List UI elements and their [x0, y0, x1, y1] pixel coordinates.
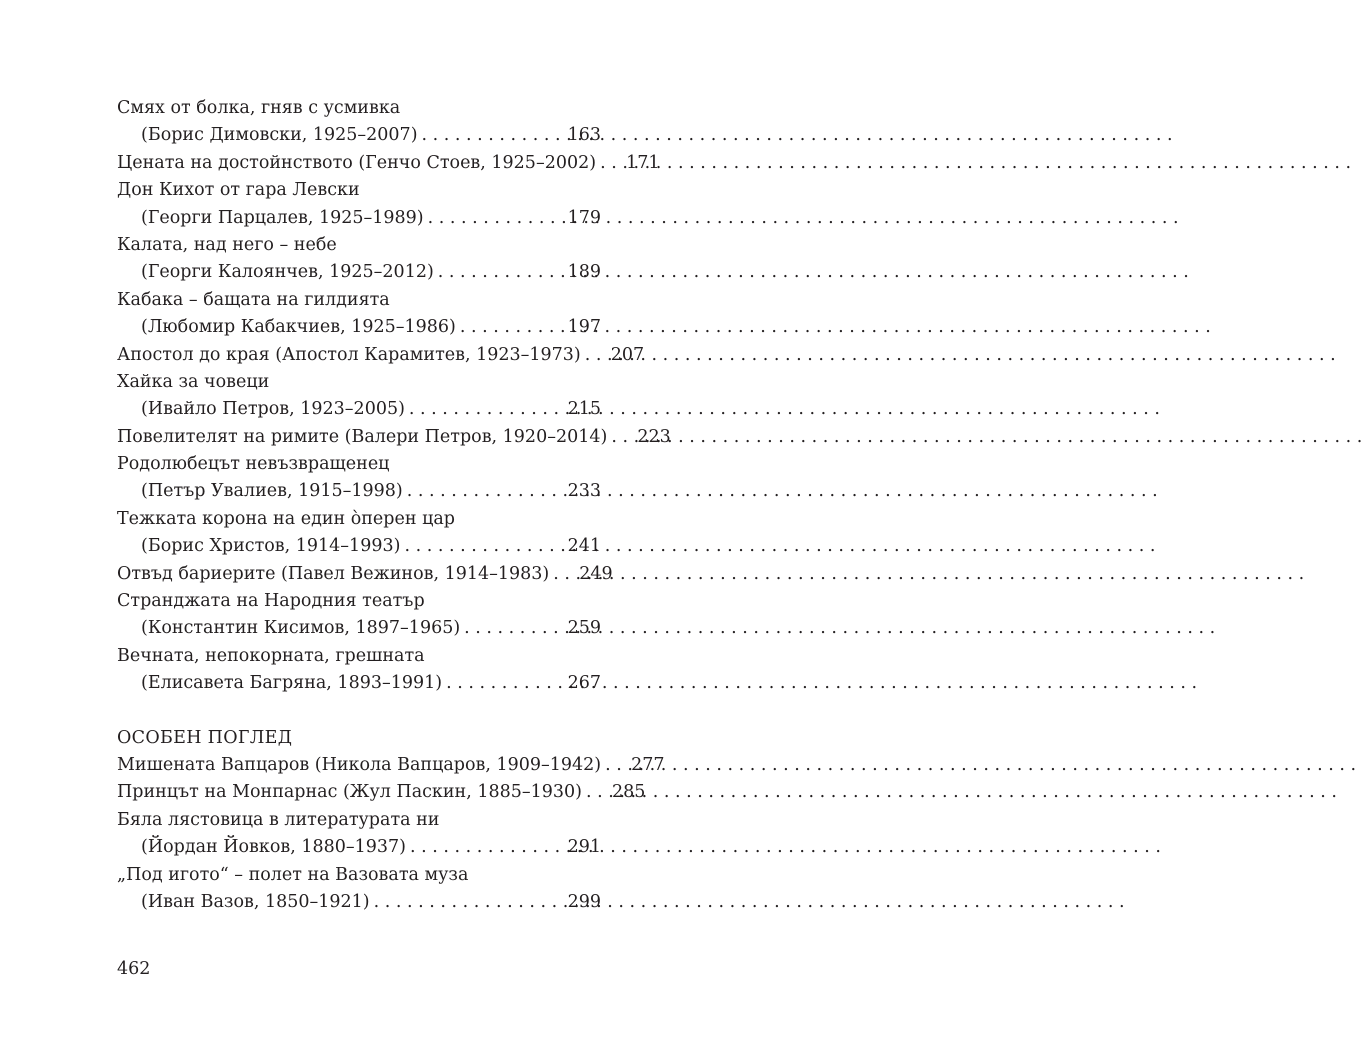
- toc-entry-detail-row: [117, 615, 601, 642]
- toc-entry[interactable]: [117, 177, 601, 232]
- page-number-footer: 462: [117, 959, 151, 979]
- toc-entry[interactable]: [117, 150, 660, 177]
- toc-page-number: 163: [567, 125, 601, 146]
- dot-leader: [400, 533, 561, 560]
- toc-page-number: 267: [567, 673, 601, 694]
- dot-leader: [442, 670, 562, 697]
- toc-page-number: 215: [567, 399, 601, 420]
- toc-entry-author: (Борис Димовски, 1925–2007): [141, 125, 418, 146]
- toc-entry-detail-row: [117, 670, 601, 697]
- toc-entry[interactable]: [117, 369, 601, 424]
- toc-group-main: [117, 95, 671, 698]
- toc-entry[interactable]: [117, 752, 665, 779]
- toc-entry-detail-row: [117, 259, 601, 286]
- toc-entry-title: Бяла лястовица в литературата ни: [117, 809, 440, 830]
- dot-leader: [582, 779, 606, 806]
- toc-page-number: 189: [567, 262, 601, 283]
- toc-entry-row: [117, 779, 646, 806]
- toc-entry[interactable]: [117, 807, 601, 862]
- dot-leader: [403, 478, 562, 505]
- toc-entry[interactable]: [117, 506, 601, 561]
- toc-page-number: 207: [610, 344, 645, 365]
- dot-leader: [424, 205, 562, 232]
- toc-entry[interactable]: [117, 342, 645, 369]
- dot-leader: [370, 889, 562, 916]
- toc-entry[interactable]: [117, 779, 646, 806]
- dot-leader: [596, 150, 620, 177]
- toc-entry[interactable]: [117, 451, 601, 506]
- toc-entry-title: Родолюбецът невъзвращенец: [117, 454, 390, 475]
- toc-entry-title: Странджата на Народния театър: [117, 591, 425, 612]
- toc-page-number: 259: [567, 618, 601, 639]
- toc-page-number: 299: [567, 891, 601, 912]
- toc-entry-title: Мишената Вапцаров (Никола Вапцаров, 1909–1942): [117, 754, 602, 775]
- toc-entry-author: (Константин Кисимов, 1897–1965): [141, 618, 461, 639]
- toc-page-number: 197: [567, 317, 601, 338]
- toc-entry-detail-row: [117, 122, 601, 149]
- toc-entry-detail-row: [117, 533, 601, 560]
- toc-entry-title: Тежката корона на един òперен цар: [117, 508, 455, 529]
- toc-page-number: 171: [626, 152, 660, 173]
- toc-entry-title: „Под игото“ – полет на Вазовата муза: [117, 864, 469, 885]
- toc-entry-detail-row: [117, 205, 601, 232]
- dot-leader: [418, 122, 562, 149]
- dot-leader: [549, 561, 573, 588]
- toc-entry-title: Цената на достойнството (Генчо Стоев, 1925–2002): [117, 152, 597, 173]
- toc-entry[interactable]: [117, 588, 601, 643]
- toc-entry-author: (Петър Увалиев, 1915–1998): [141, 481, 403, 502]
- toc-entry-detail-row: [117, 834, 601, 861]
- section-heading: ОСОБЕН ПОГЛЕД: [117, 727, 293, 748]
- toc-page-number: 233: [567, 481, 601, 502]
- toc-entry-title: Вечната, непокорната, грешната: [117, 645, 425, 666]
- toc-entry-row: [117, 752, 665, 779]
- toc-entry-title: Хайка за човеци: [117, 371, 270, 392]
- dot-leader: [456, 314, 562, 341]
- toc-page-number: 241: [567, 536, 601, 557]
- dot-leader: [434, 259, 562, 286]
- toc-entry-author: (Георги Парцалев, 1925–1989): [141, 207, 424, 228]
- toc-entry-author: (Любомир Кабакчиев, 1925–1986): [141, 317, 456, 338]
- toc-entry[interactable]: [117, 232, 601, 287]
- table-of-contents: [117, 95, 671, 916]
- dot-leader: [406, 834, 562, 861]
- toc-entry-row: [117, 150, 660, 177]
- toc-entry-detail-row: [117, 478, 601, 505]
- toc-entry-title: Смях от болка, гняв с усмивка: [117, 98, 401, 118]
- toc-entry-title: Отвъд бариерите (Павел Вежинов, 1914–1983): [117, 563, 550, 584]
- toc-entry-author: (Георги Калоянчев, 1925–2012): [141, 262, 434, 283]
- toc-entry-detail-row: [117, 314, 601, 341]
- toc-page-number: 277: [631, 754, 665, 775]
- toc-page-number: 179: [567, 207, 601, 228]
- toc-group-special: [117, 752, 665, 916]
- toc-entry-author: (Иван Вазов, 1850–1921): [141, 891, 370, 912]
- toc-entry[interactable]: [117, 424, 671, 451]
- toc-entry-title: Повелителят на римите (Валери Петров, 1920–2014): [117, 426, 608, 447]
- toc-entry-author: (Елисавета Багряна, 1893–1991): [141, 673, 443, 694]
- toc-entry-author: (Йордан Йовков, 1880–1937): [141, 837, 407, 858]
- toc-entry[interactable]: [117, 561, 613, 588]
- toc-entry[interactable]: [117, 643, 601, 698]
- section-spacer: [117, 698, 601, 725]
- toc-page-number: 285: [611, 782, 646, 803]
- toc-page-number: 249: [579, 563, 613, 584]
- toc-entry-detail-row: [117, 889, 601, 916]
- toc-entry[interactable]: [117, 287, 601, 342]
- toc-entry-detail-row: [117, 396, 601, 423]
- dot-leader: [405, 396, 562, 423]
- dot-leader: [601, 752, 625, 779]
- toc-entry-title: Дон Кихот от гара Левски: [117, 180, 360, 201]
- dot-leader: [607, 424, 631, 451]
- toc-entry-row: [117, 561, 613, 588]
- toc-entry[interactable]: [117, 95, 601, 150]
- toc-entry-author: (Борис Христов, 1914–1993): [141, 536, 401, 557]
- toc-entry-title: Калата, над него – небе: [117, 234, 337, 255]
- toc-entry-author: (Ивайло Петров, 1923–2005): [141, 399, 405, 420]
- toc-entry-title: Кабака – бащата на гилдията: [117, 289, 390, 310]
- toc-page-number: 291: [567, 837, 601, 858]
- toc-entry-row: [117, 342, 645, 369]
- toc-entry[interactable]: [117, 862, 601, 917]
- toc-entry-row: [117, 424, 671, 451]
- dot-leader: [581, 342, 605, 369]
- toc-entry-title: Апостол до края (Апостол Карамитев, 1923–1973): [117, 344, 581, 365]
- toc-page-number: 223: [637, 426, 671, 447]
- dot-leader: [460, 615, 561, 642]
- toc-entry-title: Принцът на Монпарнас (Жул Паскин, 1885–1930): [117, 782, 582, 803]
